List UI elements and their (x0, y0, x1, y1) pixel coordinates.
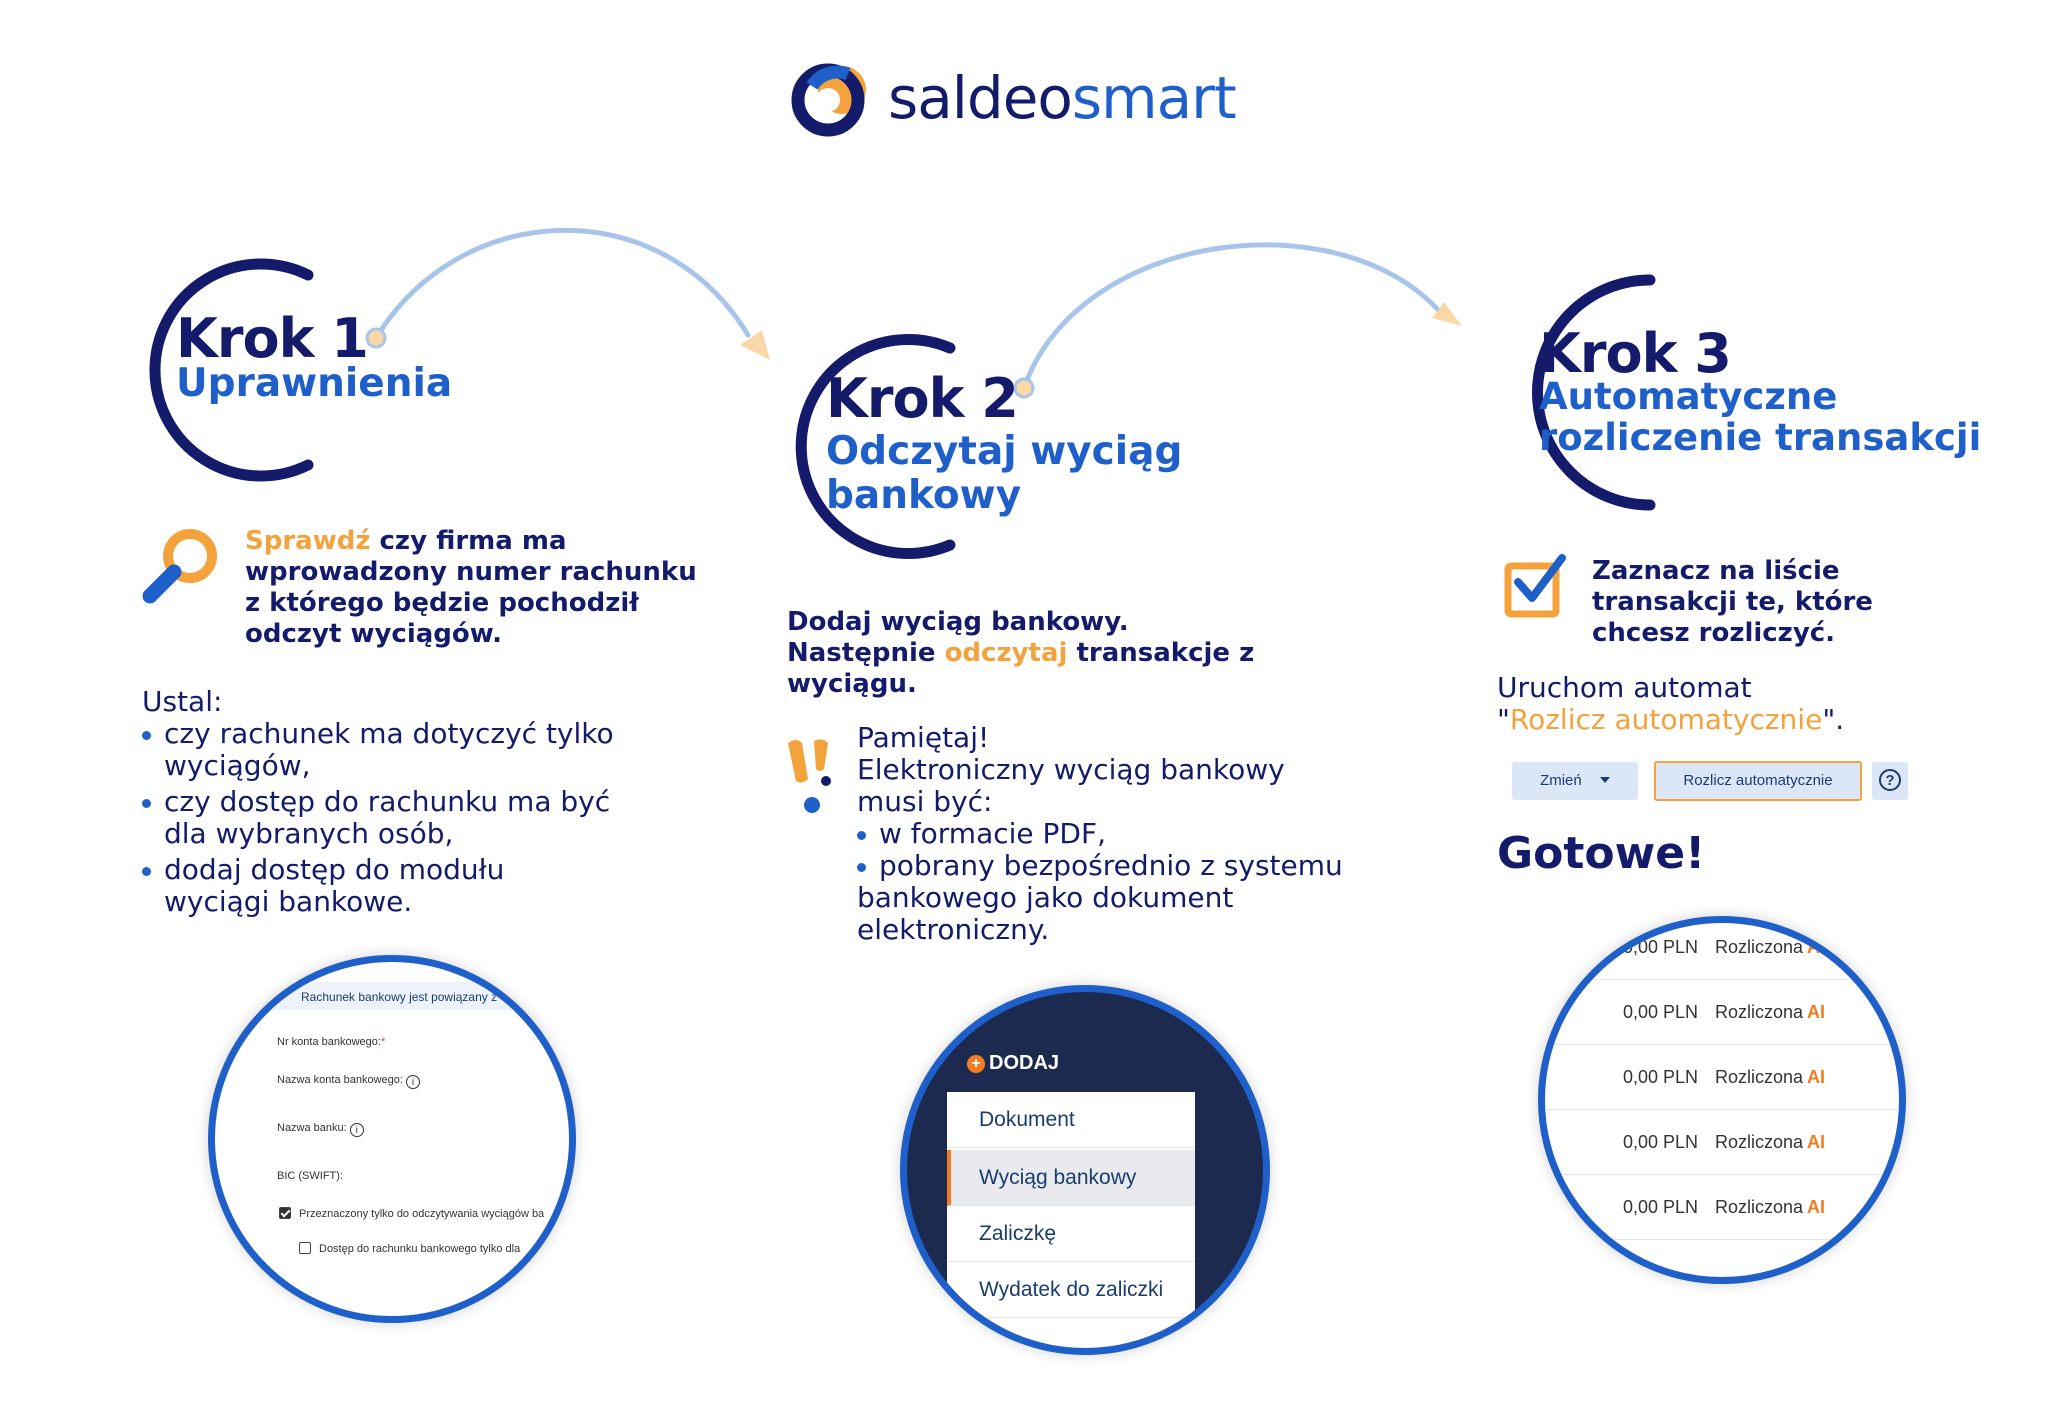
table-row: 0,00 PLN Rozliczona AI (1545, 916, 1899, 980)
help-icon: ? (1879, 769, 1901, 791)
arrow-2-to-3 (1024, 245, 1440, 388)
zoom1-bic-label: BIC (SWIFT): (277, 1170, 343, 1182)
plus-icon: + (967, 1055, 985, 1073)
arrow-1-head-icon (740, 330, 770, 360)
step-2-title: Odczytaj wyciąg bankowy (826, 429, 1183, 518)
table-row: 0,00 PLN Rozliczona AI (1545, 1175, 1899, 1240)
add-dropdown-menu (947, 1092, 1195, 1355)
auto-highlight: Rozlicz automatycznie (1509, 703, 1823, 736)
zoom1-checkbox-access[interactable]: Dostęp do rachunku bankowego tylko dla (299, 1242, 520, 1255)
step-3-zoom-screenshot (1538, 916, 1906, 1284)
menu-item-advance[interactable]: Zaliczkę (947, 1206, 1195, 1262)
check-line-4: odczyt wyciągów. (245, 619, 502, 649)
menu-item-bank-statement[interactable]: Wyciąg bankowy (947, 1150, 1195, 1206)
check-line-2: wprowadzony numer rachunku (245, 557, 697, 587)
step-3-run-text: Uruchom automat "Rozlicz automatycznie". (1497, 671, 1845, 736)
checkbox-checked-icon[interactable] (279, 1207, 291, 1219)
arrow-1-start-dot (367, 329, 385, 347)
magnifier-icon (136, 520, 226, 610)
info-icon[interactable]: i (350, 1123, 364, 1137)
step-1-number: Krok 1 (176, 307, 368, 370)
zoom1-account-name-label: Nazwa konta bankowego: i (277, 1074, 420, 1089)
check-line-3: z którego będzie pochodził (245, 588, 639, 618)
logo-word-smart: smart (1071, 64, 1236, 132)
check-line-1: Sprawdź czy firma ma (245, 526, 567, 556)
auto-settle-button[interactable]: Rozlicz automatycznie (1654, 761, 1862, 801)
ustal-heading: Ustal: (142, 685, 223, 718)
step-2-zoom-screenshot (900, 985, 1270, 1355)
caret-down-icon (1600, 777, 1610, 783)
zoom1-checkbox-readonly[interactable]: Przeznaczony tylko do odczytywania wyciągów ba (279, 1207, 544, 1220)
arrow-1-to-2 (376, 230, 748, 338)
add-button[interactable]: + DODAJ (967, 1052, 1059, 1075)
change-button[interactable]: Zmień (1512, 762, 1638, 800)
step-3-title: Automatyczne rozliczenie transakcji (1539, 375, 1982, 460)
step-2-remember: Pamiętaj! Elektroniczny wyciąg bankowy musi być: w formacie PDF, pobrany bezpośrednio z systemu bankowego jako dokument elektroniczny. (857, 721, 1343, 946)
help-button[interactable] (1872, 762, 1908, 800)
table-row: 0,00 PLN Rozliczona AI (1545, 1045, 1899, 1110)
checkbox-unchecked-icon[interactable] (299, 1242, 311, 1254)
step-1-check-text (245, 526, 697, 650)
logo-word-saldeo: saldeo (888, 64, 1072, 132)
zoom1-header: Rachunek bankowy jest powiązany z (301, 990, 498, 1004)
menu-item-document[interactable]: Dokument (947, 1092, 1195, 1148)
table-row: 0,00 PLN Rozliczona AI (1545, 1110, 1899, 1175)
ustal-bullet-1: czy rachunek ma dotyczyć tylko wyciągów, (142, 718, 614, 782)
done-heading: Gotowe! (1497, 828, 1706, 879)
step-2-number: Krok 2 (826, 367, 1018, 430)
check-highlight: Sprawdź (245, 526, 371, 556)
step-2-instructions: Dodaj wyciąg bankowy. Następnie odczytaj transakcje z wyciągu. (787, 607, 1255, 699)
exclamation-icon (784, 735, 840, 817)
menu-item-advance-expense[interactable]: Wydatek do zaliczki (947, 1262, 1195, 1318)
step-3-number: Krok 3 (1539, 322, 1731, 385)
ustal-bullet-3: dodaj dostęp do modułu wyciągi bankowe. (142, 854, 614, 918)
read-highlight: odczytaj (944, 638, 1068, 668)
zoom1-nr-label: Nr konta bankowego:* (277, 1036, 386, 1048)
ustal-bullet-2: czy dostęp do rachunku ma być dla wybranych osób, (142, 786, 614, 850)
zoom1-bank-name-label: Nazwa banku: i (277, 1122, 364, 1137)
step-1-zoom-screenshot (208, 955, 576, 1323)
table-row: 0,00 PLN Rozliczona AI (1545, 980, 1899, 1045)
remember-bullet-1: w formacie PDF, (857, 818, 1343, 850)
step-1-ustal-list (142, 686, 614, 918)
info-icon[interactable]: i (406, 1075, 420, 1089)
checkbox-checked-icon (1502, 552, 1572, 622)
remember-bullet-2: pobrany bezpośrednio z systemu (857, 850, 1343, 882)
step-1-title: Uprawnienia (176, 361, 453, 406)
step-3-select-text: Zaznacz na liście transakcji te, które chcesz rozliczyć. (1592, 556, 1873, 648)
